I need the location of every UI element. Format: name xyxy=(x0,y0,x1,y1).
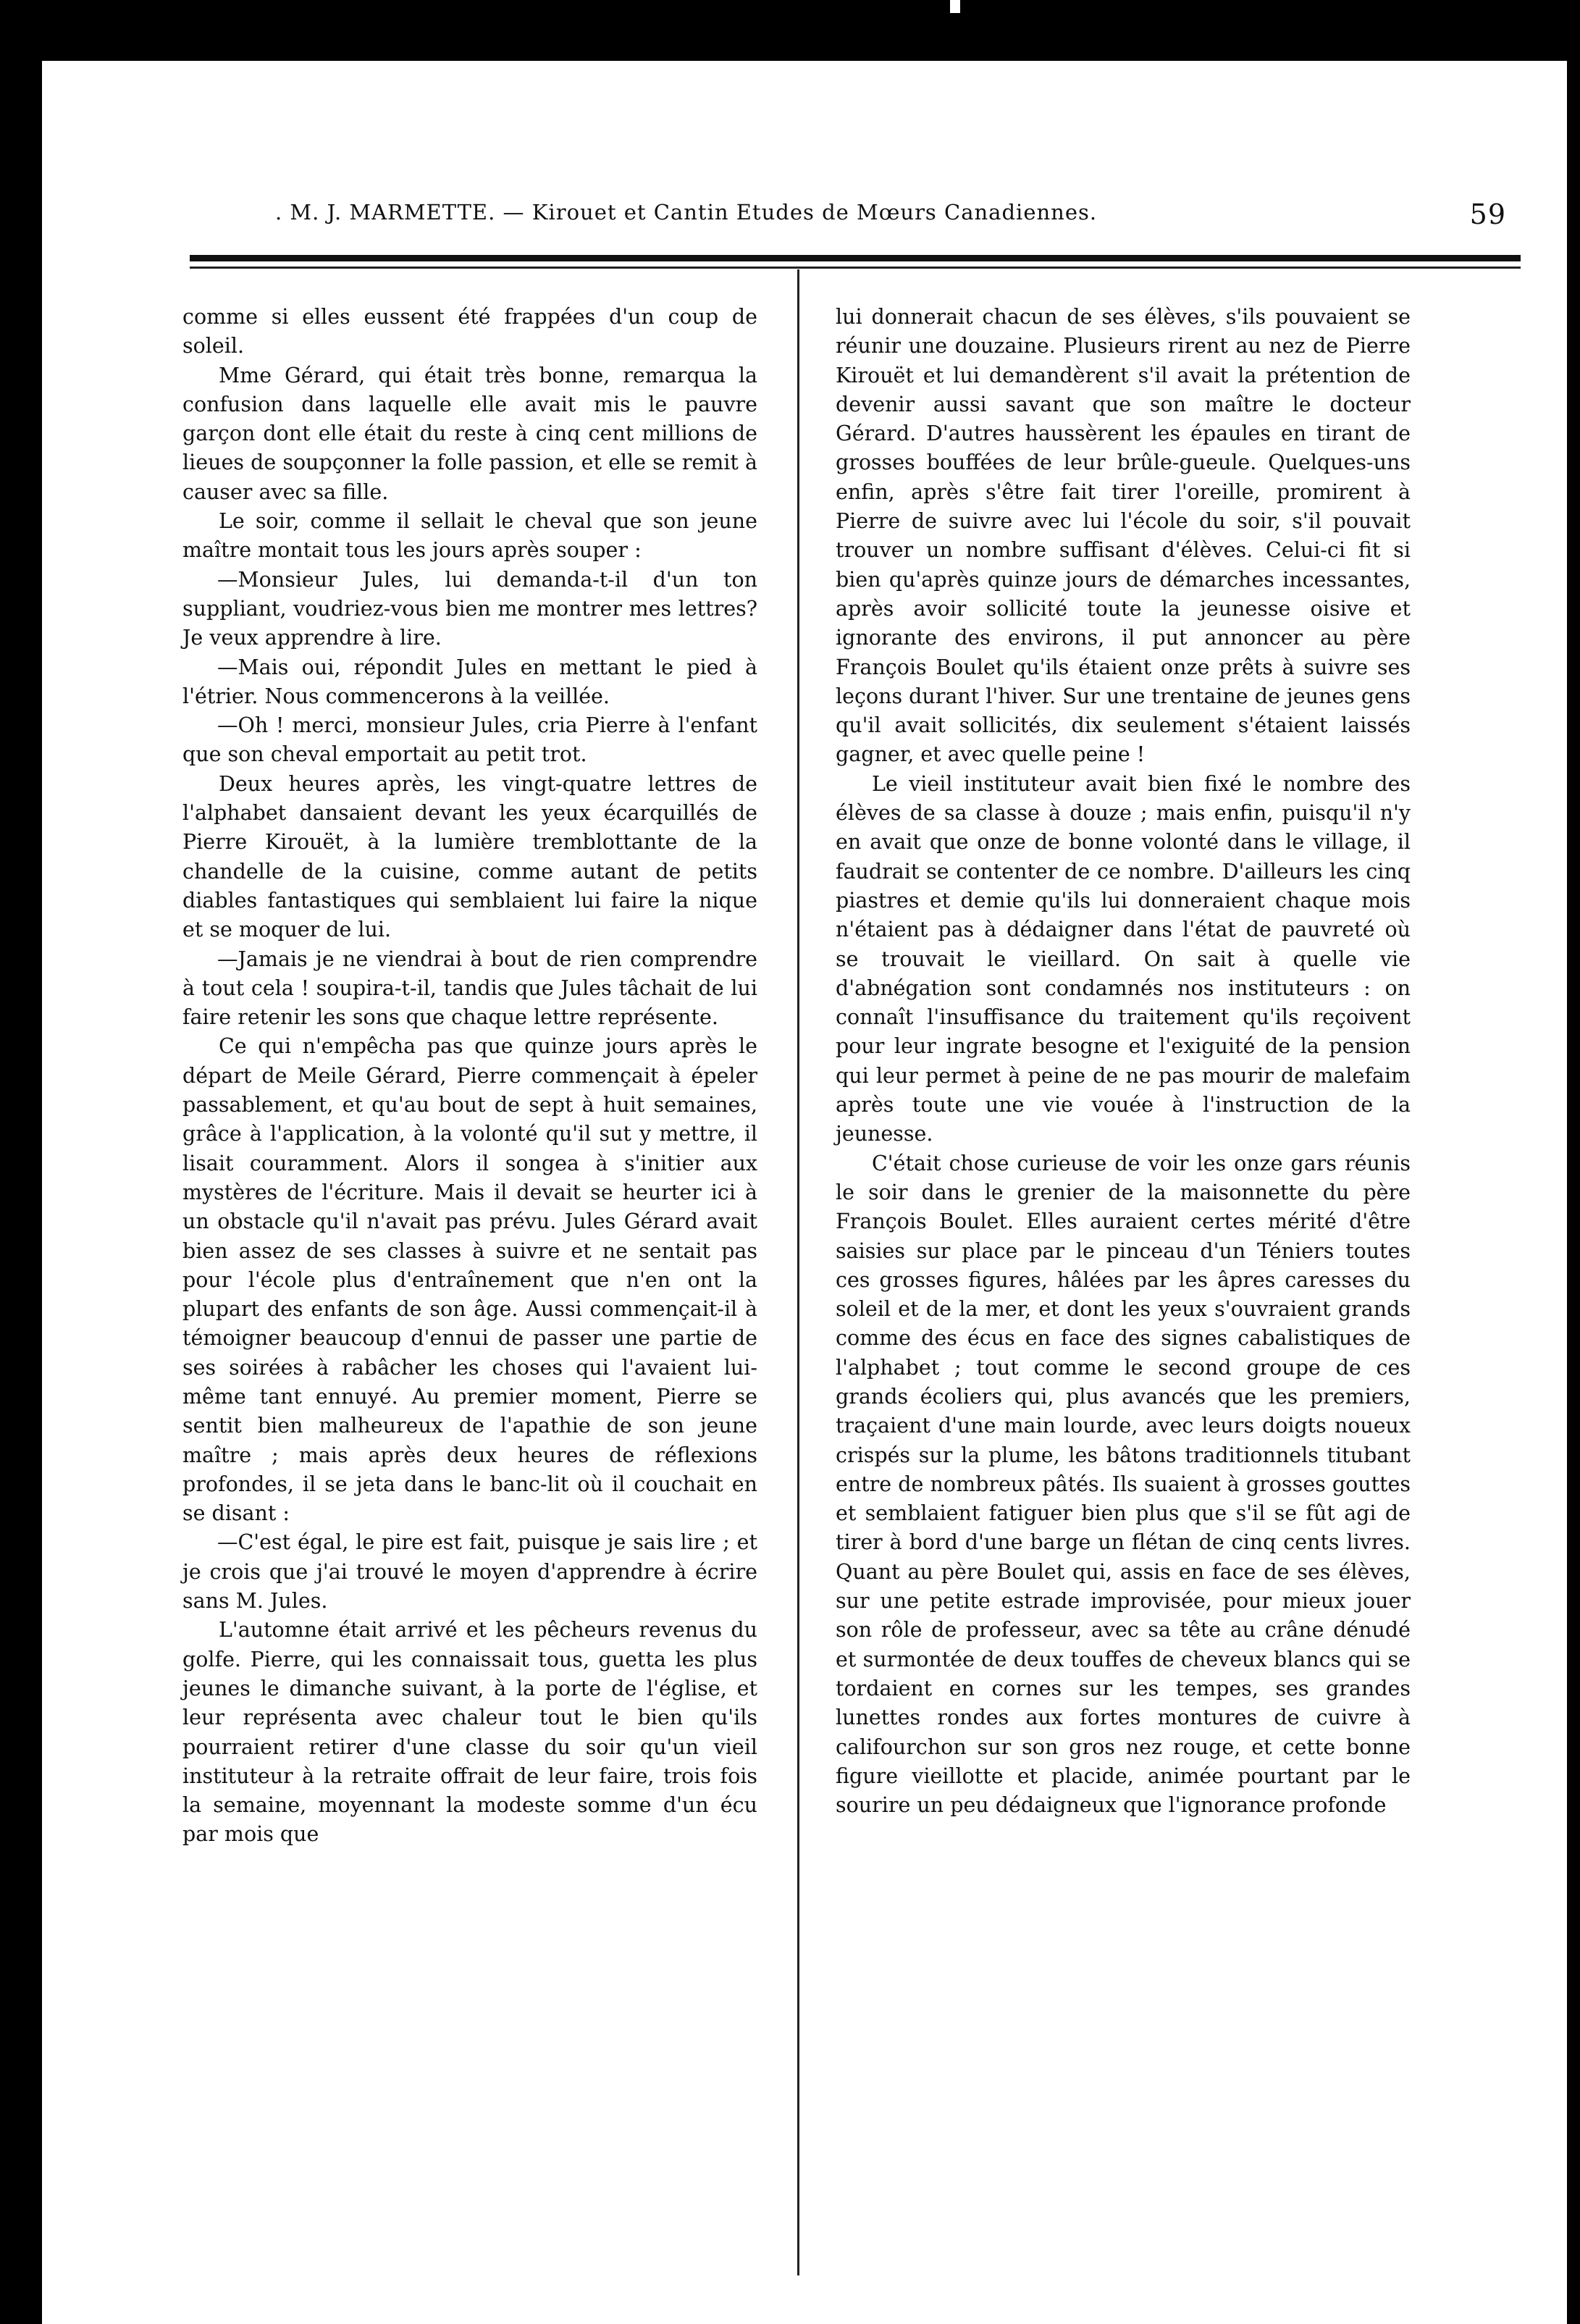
running-title: . M. J. MARMETTE. — Kirouet et Cantin Etudes de Mœurs Canadiennes. xyxy=(275,200,1098,225)
paragraph: C'était chose curieuse de voir les onze gars réunis le soir dans le grenier de la maisonnette du père François Boulet. Elles auraient certes mérité d'être saisies sur place par le pinceau d'un Téniers toutes ces grosses figures, hâlées par les âpres caresses du soleil et de la mer, et dont les yeux s'ouvraient grands comme des écus en face des signes cabalistiques de l'alphabet ; tout comme le second groupe de ces grands écoliers qui, plus avancés que les premiers, traçaient d'une main lourde, avec leurs doigts noueux crispés sur la plume, les bâtons traditionnels titubant entre de nombreux pâtés. Ils suaient à grosses gouttes et semblaient fatiguer bien plus que s'il se fût agi de tirer à bord d'une barge un flétan de cinq cents livres. Quant au père Boulet qui, assis en face de ses élèves, sur une petite estrade improvisée, pour mieux jouer son rôle de professeur, avec sa tête au crâne dénudé et surmontée de deux touffes de cheveux blancs qui se tordaient en cornes sur les tempes, ses grandes lunettes rondes aux fortes montures de cuivre à califourchon sur son gros nez rouge, et cette bonne figure vieillotte et placide, animée pourtant par le sourire un peu dédaigneux que l'ignorance profonde xyxy=(836,1151,1411,1818)
column-divider xyxy=(797,269,799,2275)
left-column xyxy=(182,303,757,1850)
header-rule-thin xyxy=(190,267,1521,269)
header-rule-thick xyxy=(190,255,1521,261)
scan-border-notch xyxy=(950,0,960,13)
paragraph: lui donnerait chacun de ses élèves, s'ils pouvaient se réunir une douzaine. Plusieurs rirent au nez de Pierre Kirouët et lui demandèrent s'il avait la prétention de devenir aussi savant que son maître le docteur Gérard. D'autres haussèrent les épaules en tirant de grosses bouffées de leur brûle-gueule. Quelques-uns enfin, après s'être fait tirer l'oreille, promirent à Pierre de suivre avec lui l'école du soir, s'il pouvait trouver un nombre suffisant d'élèves. Celui-ci fit si bien qu'après quinze jours de démarches incessantes, après avoir sollicité toute la jeunesse oisive et ignorante des environs, il put annoncer au père François Boulet qu'ils étaient onze prêts à suivre ses leçons durant l'hiver. Sur une trentaine de jeunes gens qu'il avait sollicités, dix seulement s'étaient laissés gagner, et avec quelle peine ! xyxy=(836,305,1411,767)
scan-border-right xyxy=(1567,0,1580,2324)
paragraph: L'automne était arrivé et les pêcheurs revenus du golfe. Pierre, qui les connaissait tous, guetta les plus jeunes le dimanche suivant, à la porte de l'église, et leur représenta avec chaleur tout le bien qu'ils pourraient retirer d'une classe du soir qu'un vieil instituteur à la retraite offrait de leur faire, trois fois la semaine, moyennant la modeste somme d'un écu par mois que xyxy=(182,1618,757,1847)
page-number: 59 xyxy=(1469,198,1506,230)
paragraph: comme si elles eussent été frappées d'un coup de soleil. xyxy=(182,305,757,358)
scan-border-top xyxy=(0,0,1580,61)
paragraph: Deux heures après, les vingt-quatre lettres de l'alphabet dansaient devant les yeux écarquillés de Pierre Kirouët, à la lumière tremblottante de la chandelle de la cuisine, comme autant de petits diables fantastiques qui semblaient lui faire la nique et se moquer de lui. xyxy=(182,771,757,942)
dialogue-paragraph: —Oh ! merci, monsieur Jules, cria Pierre à l'enfant que son cheval emportait au petit trot. xyxy=(182,713,757,767)
scan-border-left xyxy=(0,0,42,2324)
running-head xyxy=(275,200,1506,236)
dialogue-paragraph: —Mais oui, répondit Jules en mettant le pied à l'étrier. Nous commencerons à la veillée. xyxy=(182,655,757,708)
paragraph: Ce qui n'empêcha pas que quinze jours après le départ de Meile Gérard, Pierre commençait à épeler passablement, et qu'au bout de sept à huit semaines, grâce à l'application, à la volonté qu'il sut y mettre, il lisait couramment. Alors il songea à s'initier aux mystères de l'écriture. Mais il devait se heurter ici à un obstacle qu'il n'avait pas prévu. Jules Gérard avait bien assez de ses classes à suivre et ne sentait pas pour l'école plus d'entraînement que n'en ont la plupart des enfants de son âge. Aussi commençait-il à témoigner beaucoup d'ennui de passer une partie de ses soirées à rabâcher les choses qui l'avaient lui-même tant ennuyé. Au premier moment, Pierre se sentit bien malheureux de l'apathie de son jeune maître ; mais après deux heures de réflexions profondes, il se jeta dans le banc-lit où il couchait en se disant : xyxy=(182,1034,757,1526)
dialogue-paragraph: —Monsieur Jules, lui demanda-t-il d'un ton suppliant, voudriez-vous bien me montrer mes lettres? Je veux apprendre à lire. xyxy=(182,567,757,650)
paragraph: Mme Gérard, qui était très bonne, remarqua la confusion dans laquelle elle avait mis le pauvre garçon dont elle était du reste à cinq cent millions de lieues de soupçonner la folle passion, et elle se remit à causer avec sa fille. xyxy=(182,363,757,504)
dialogue-paragraph: —Jamais je ne viendrai à bout de rien comprendre à tout cela ! soupira-t-il, tandis que Jules tâchait de lui faire retenir les sons que chaque lettre représente. xyxy=(182,947,757,1030)
right-column xyxy=(836,303,1411,1820)
dialogue-paragraph: —C'est égal, le pire est fait, puisque je sais lire ; et je crois que j'ai trouvé le moyen d'apprendre à écrire sans M. Jules. xyxy=(182,1530,757,1614)
paragraph: Le soir, comme il sellait le cheval que son jeune maître montait tous les jours après souper : xyxy=(182,509,757,563)
paragraph: Le vieil instituteur avait bien fixé le nombre des élèves de sa classe à douze ; mais enfin, puisqu'il n'y en avait que onze de bonne volonté dans le village, il faudrait se contenter de ce nombre. D'ailleurs les cinq piastres et demie qu'ils lui donneraient chaque mois n'étaient pas à dédaigner dans l'état de pauvreté où se trouvait le vieillard. On sait à quelle vie d'abnégation sont condamnés nos instituteurs : on connaît l'insuffisance du traitement qu'ils reçoivent pour leur ingrate besogne et l'exiguité de la pension qui leur permet à peine de ne pas mourir de malefaim après toute une vie vouée à l'instruction de la jeunesse. xyxy=(836,771,1411,1146)
